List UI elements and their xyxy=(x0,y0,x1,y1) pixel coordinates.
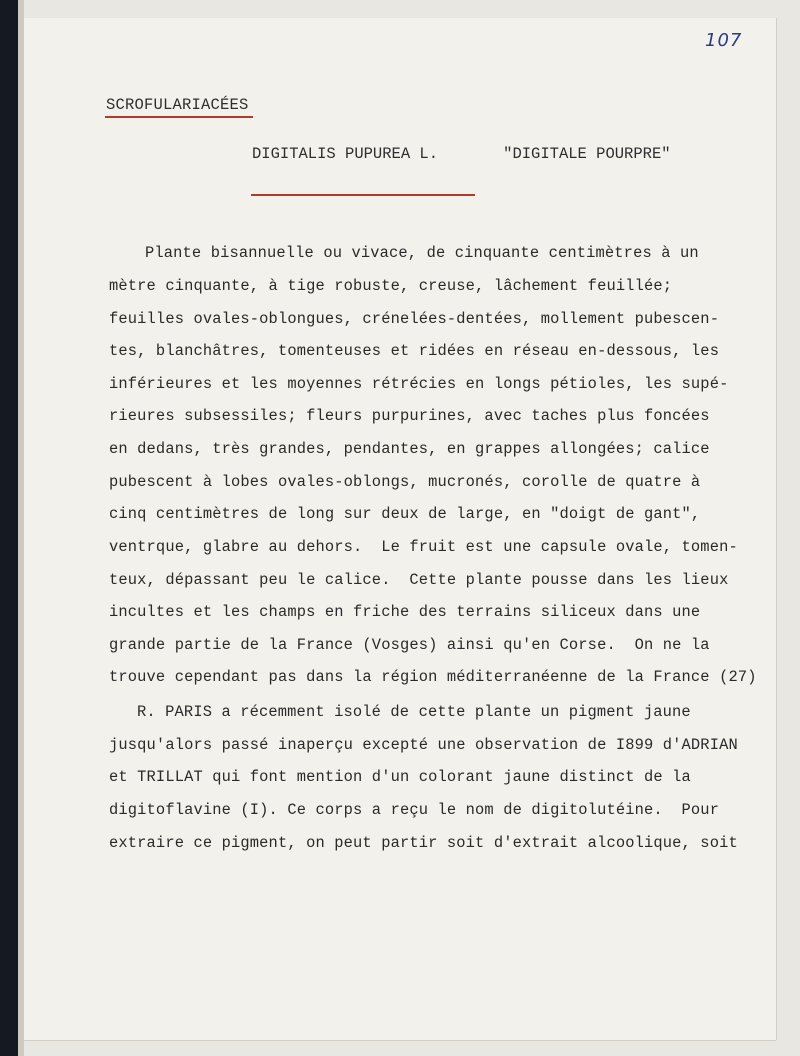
body-line: et TRILLAT qui font mention d'un colorant jaune distinct de la xyxy=(109,768,691,786)
body-line: mètre cinquante, à tige robuste, creuse, lâchement feuillée; xyxy=(109,277,673,295)
title-rule xyxy=(251,194,475,196)
body-line: trouve cependant pas dans la région méditerranéenne de la France (27) xyxy=(109,668,757,686)
body-line: jusqu'alors passé inaperçu excepté une observation de I899 d'ADRIAN xyxy=(109,736,738,754)
body-line: inférieures et les moyennes rétrécies en longs pétioles, les supé- xyxy=(109,375,729,393)
body-line: Plante bisannuelle ou vivace, de cinquante centimètres à un xyxy=(145,244,699,262)
species-title: DIGITALIS PUPUREA L. "DIGITALE POURPRE" xyxy=(252,145,671,163)
body-line: cinq centimètres de long sur deux de large, en "doigt de gant", xyxy=(109,505,701,523)
body-line: digitoflavine (I). Ce corps a reçu le nom de digitolutéine. Pour xyxy=(109,801,720,819)
folio-number: 107 xyxy=(705,30,743,51)
document-page xyxy=(24,18,776,1040)
body-line: extraire ce pigment, on peut partir soit d'extrait alcoolique, soit xyxy=(109,834,738,852)
book-binding xyxy=(0,0,18,1056)
family-heading-underline xyxy=(105,116,253,118)
body-line: en dedans, très grandes, pendantes, en grappes allongées; calice xyxy=(109,440,710,458)
body-line: ventrque, glabre au dehors. Le fruit est une capsule ovale, tomen- xyxy=(109,538,738,556)
body-line: R. PARIS a récemment isolé de cette plante un pigment jaune xyxy=(137,703,691,721)
family-heading: SCROFULARIACÉES xyxy=(106,96,249,114)
body-line: tes, blanchâtres, tomenteuses et ridées en réseau en-dessous, les xyxy=(109,342,720,360)
body-line: rieures subsessiles; fleurs purpurines, avec taches plus foncées xyxy=(109,407,710,425)
body-line: feuilles ovales-oblongues, crénelées-dentées, mollement pubescen- xyxy=(109,310,720,328)
body-line: pubescent à lobes ovales-oblongs, mucronés, corolle de quatre à xyxy=(109,473,701,491)
body-line: teux, dépassant peu le calice. Cette plante pousse dans les lieux xyxy=(109,571,729,589)
body-line: incultes et les champs en friche des terrains siliceux dans une xyxy=(109,603,701,621)
body-line: grande partie de la France (Vosges) ainsi qu'en Corse. On ne la xyxy=(109,636,710,654)
